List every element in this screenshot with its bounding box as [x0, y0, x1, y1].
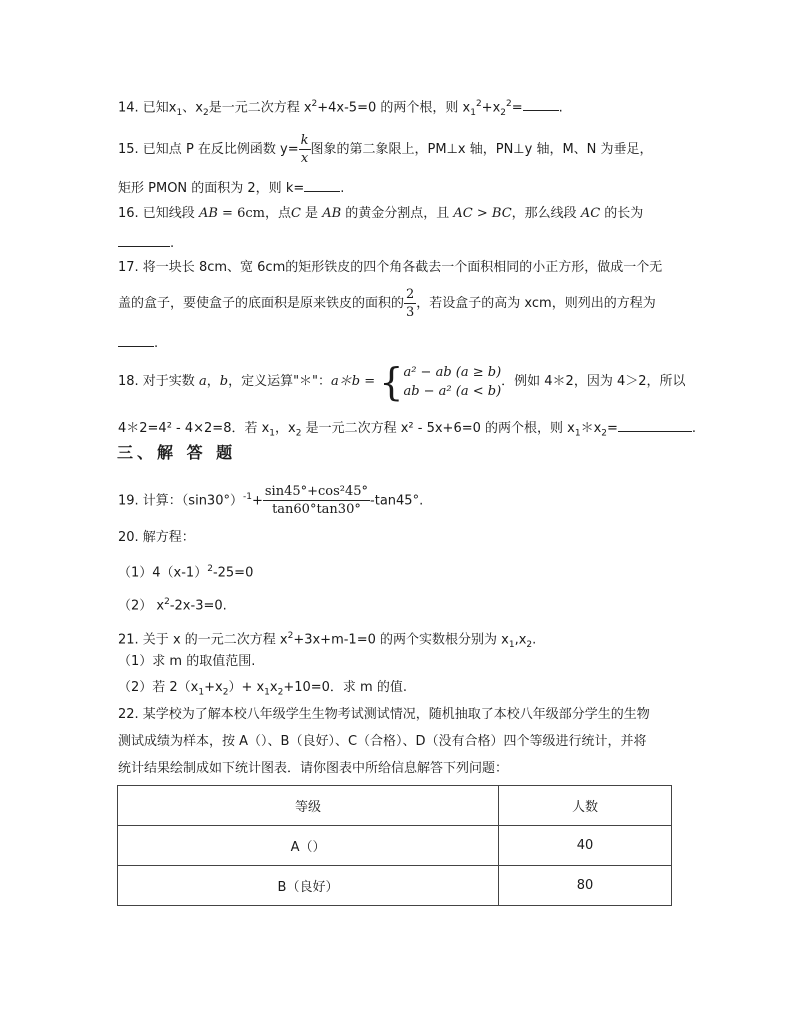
answer-blank[interactable] [618, 417, 692, 432]
question-20-part1: $(1)4(x-1)^2-25=0$ [118, 564, 254, 581]
table-header-cell: 人数 [499, 786, 672, 826]
question-16-line2: . [118, 232, 174, 254]
answer-blank[interactable] [118, 232, 170, 247]
question-17-line3: . [118, 332, 158, 354]
question-22: 22. 某学校为了解本校八年级学生生物考试测试情况，随机抽取了本校八年级部分学生的生物 [118, 707, 650, 722]
table-cell: 80 [499, 866, 672, 906]
table-cell: A（） [118, 826, 499, 866]
piecewise-cases: a² − ab (a ≥ b) ab − a² (a < b) [403, 364, 502, 399]
question-19: 19. 计算：$(\sin 30^\circ)^{-1}+$ $\frac{\text{sin45°+cos²45°}}{\tan 60^\circ\tan 30^\circ}$ -tan45°. [118, 484, 424, 518]
table-cell: B（良好） [118, 866, 499, 906]
table-row [118, 826, 672, 866]
question-22-line2: 测试成绩为样本，按 A（）、B（良好）、C（合格）、D（没有合格）四个等级进行统计，并将 [118, 734, 647, 749]
section-heading: 三、解 答 题 [117, 443, 237, 462]
fraction-k-over-x: $\frac{k}{x}$ [300, 133, 309, 166]
answer-blank[interactable] [304, 177, 340, 192]
answer-blank[interactable] [523, 96, 559, 111]
question-15: 15. 已知点 P 在反比例函数 y= $\frac{k}{x}$ 图象的第二象限上，PM⊥x 轴，PN⊥y 轴，M、N 为垂足， [118, 133, 653, 166]
question-14: 14. 已知$x_1$、$x_2$是一元二次方程 $x^2+4x-5=0$ 的两个根，则 $x_1^2+x_2^2=$ . [118, 94, 563, 123]
question-17: 17. 将一块长 8cm、宽 6cm的矩形铁皮的四个角各截去一个面积相同的小正方形，做成一个无 [118, 260, 663, 275]
table-header-row [118, 786, 672, 826]
question-16: 16. 已知线段 AB = 6cm，点C 是 AB 的黄金分割点，且 AC > BC，那么线段 AC 的长为 [118, 206, 644, 221]
fraction-two-thirds: $\frac{2}{3}$ [406, 287, 415, 320]
question-22-line3: 统计结果绘制成如下统计图表．请你图表中所给信息解答下列问题： [118, 761, 509, 776]
question-17-line2: 盖的盒子，要使盒子的底面积是原来铁皮的面积的 $\frac{2}{3}$ ，若设盒子的高为 xcm，则列出的方程为 [118, 287, 656, 320]
question-21: 21. 关于 x 的一元二次方程 $x^2+3x+m-1=0$ 的两个实数根分别为 $x_1,x_2$. [118, 631, 537, 650]
table-row [118, 866, 672, 906]
question-21-part2: （2）若 $2(x_1+x_2)+ x_1x_2+10=0$．求 m 的值. [118, 680, 407, 698]
question-18-line2: 4＊2=4² - 4×2=8．若 $x_1$，$x_2$ 是一元二次方程 x² - 5x+6=0 的两个根，则 $x_1*x_2=$ . [118, 417, 696, 444]
table-cell: 40 [499, 826, 672, 866]
question-20-part2: （2） $x^2-2x-3=0$. [118, 597, 227, 614]
question-18: 18. 对于实数 a，b，定义运算"＊"：a＊b = {a² − ab (a ≥ b) ab − a² (a < b)．例如 4＊2，因为 4＞2，所以 [118, 359, 686, 404]
grade-count-table [117, 785, 672, 906]
question-20: 20. 解方程： [118, 530, 195, 545]
table-header-cell: 等级 [118, 786, 499, 826]
question-21-part1: （1）求 m 的取值范围. [118, 654, 256, 669]
answer-blank[interactable] [118, 332, 154, 347]
question-15-line2: 矩形 PMON 的面积为 2，则 k= . [118, 177, 344, 199]
fraction-trig: $\frac{\text{sin45°+cos²45°}}{\tan 60^\circ\tan 30^\circ}$ [264, 484, 369, 518]
